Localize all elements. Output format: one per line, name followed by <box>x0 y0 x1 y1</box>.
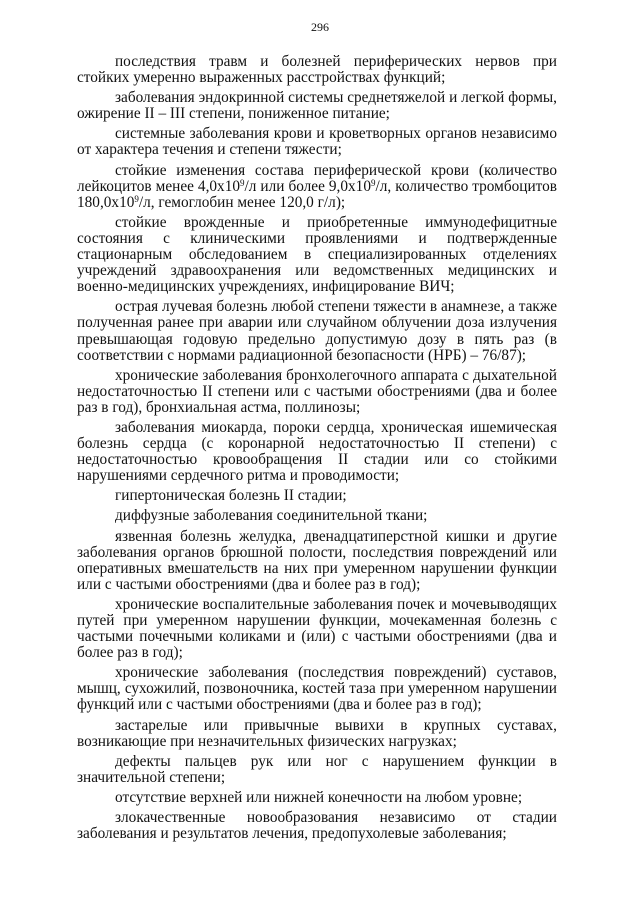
list-item: заболевания эндокринной системы среднетяжелой и легкой формы, ожирение II – III степени, пониженное питание; <box>77 89 557 123</box>
superscript: 9 <box>370 177 376 188</box>
list-item: диффузные заболевания соединительной ткани; <box>115 507 428 525</box>
list-item: злокачественные новообразования независимо от стадии заболевания и результатов лечения, предопухолевые заболевания; <box>77 809 557 843</box>
text-run: стойкие изменения состава периферической крови (количество лейкоцитов менее 4,0х10 <box>77 161 557 195</box>
superscript: 9 <box>240 177 245 188</box>
page-number: 296 <box>311 20 329 34</box>
list-item: хронические заболевания бронхолегочного аппарата с дыхательной недостаточностью II степени или с частыми обострениями (два и более раз в год), бронхиальная астма, поллинозы; <box>77 366 557 416</box>
list-item: заболевания миокарда, пороки сердца, хроническая ишемическая болезнь сердца (с коронарной недостаточностью II степени) с недостаточностью кровообращения II стадии или со стойкими нарушениями сердечного ритма и проводимости; <box>77 418 557 485</box>
list-item <box>77 163 557 211</box>
text-run: /л или более 9,0х10 <box>244 177 371 195</box>
list-item: язвенная болезнь желудка, двенадцатиперстной кишки и другие заболевания органов брюшной полости, последствия повреждений или оперативных вмешательств на них при умеренном нарушении функции или с частыми обострениями (два и более раз в год); <box>77 527 557 593</box>
list-item: застарелые или привычные вывихи в крупных суставах, возникающие при незначительных физических нагрузках; <box>77 716 557 750</box>
text-run: /л, гемоглобин менее 120,0 г/л); <box>138 193 346 211</box>
list-item: дефекты пальцев рук или ног с нарушением функции в значительной степени; <box>77 752 557 786</box>
list-item: стойкие врожденные и приобретенные иммунодефицитные состояния с клиническими проявлениями и подтвержденные стационарным обследованием в специализированных отделениях учреждений здравоохранения или ведомственных медицинских и военно-медицинских учреждениях, инфицирование ВИЧ; <box>77 213 557 296</box>
list-item: последствия травм и болезней периферических нервов при стойких умеренно выраженных расстройствах функций; <box>77 53 557 87</box>
text-run: /л, количество тромбоцитов 180,0х10 <box>77 177 557 211</box>
list-item: гипертоническая болезнь II стадии; <box>115 487 347 505</box>
list-item: острая лучевая болезнь любой степени тяжести в анамнезе, а также полученная ранее при аварии или случайном облучении доза излучения превышающая годовую предельно допустимую дозу в пять раз (в соответствии с нормами радиационной безопасности (НРБ) – 76/87); <box>77 298 557 364</box>
list-item: системные заболевания крови и кроветворных органов независимо от характера течения и степени тяжести; <box>77 125 557 159</box>
list-item: хронические воспалительные заболевания почек и мочевыводящих путей при умеренном нарушении функции, мочекаменная болезнь с частыми почечными коликами и (или) с частыми обострениями (два и более раз в год); <box>77 595 557 662</box>
list-item: отсутствие верхней или нижней конечности на любом уровне; <box>115 788 523 806</box>
superscript: 9 <box>134 193 139 204</box>
list-item: хронические заболевания (последствия повреждений) суставов, мышц, сухожилий, позвоночника, костей таза при умеренном нарушении функций или с частыми обострениями (два и более раз в год); <box>77 664 557 714</box>
document-body <box>77 54 557 846</box>
